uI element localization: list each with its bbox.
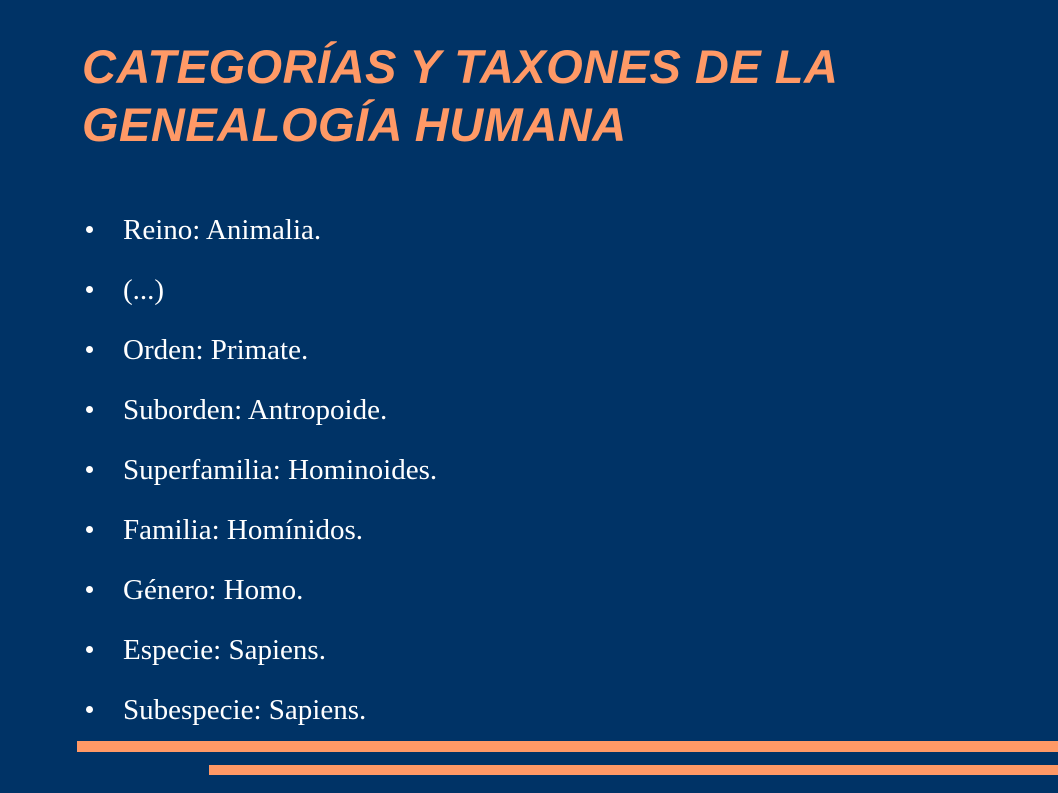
- bullet-dot-icon: [86, 706, 93, 713]
- list-item-text: Superfamilia: Hominoides.: [123, 454, 438, 486]
- list-item: [86, 266, 437, 326]
- list-item: [86, 206, 437, 266]
- bullet-dot-icon: [86, 586, 93, 593]
- list-item: [86, 386, 437, 446]
- list-item: [86, 446, 437, 506]
- list-item: [86, 506, 437, 566]
- bullet-list: [86, 206, 437, 746]
- bullet-dot-icon: [86, 466, 93, 473]
- bullet-dot-icon: [86, 286, 93, 293]
- slide-title-line-1: CATEGORÍAS Y TAXONES DE LA: [82, 40, 839, 93]
- list-item-text: Género: Homo.: [123, 574, 304, 606]
- decorative-rule-short: [209, 765, 1058, 775]
- list-item-text: Suborden: Antropoide.: [123, 394, 388, 426]
- list-item: [86, 326, 437, 386]
- bullet-dot-icon: [86, 346, 93, 353]
- decorative-rule-long: [77, 741, 1058, 752]
- bullet-dot-icon: [86, 406, 93, 413]
- list-item: [86, 686, 437, 746]
- list-item: [86, 566, 437, 626]
- list-item-text: Orden: Primate.: [123, 334, 309, 366]
- bullet-dot-icon: [86, 646, 93, 653]
- list-item-text: (...): [123, 274, 165, 306]
- list-item: [86, 626, 437, 686]
- list-item-text: Subespecie: Sapiens.: [123, 694, 367, 726]
- list-item-text: Especie: Sapiens.: [123, 634, 326, 666]
- bullet-dot-icon: [86, 226, 93, 233]
- bullet-dot-icon: [86, 526, 93, 533]
- slide-title: [82, 38, 1022, 154]
- slide-title-line-2: GENEALOGÍA HUMANA: [82, 98, 627, 151]
- list-item-text: Familia: Homínidos.: [123, 514, 364, 546]
- list-item-text: Reino: Animalia.: [123, 214, 322, 246]
